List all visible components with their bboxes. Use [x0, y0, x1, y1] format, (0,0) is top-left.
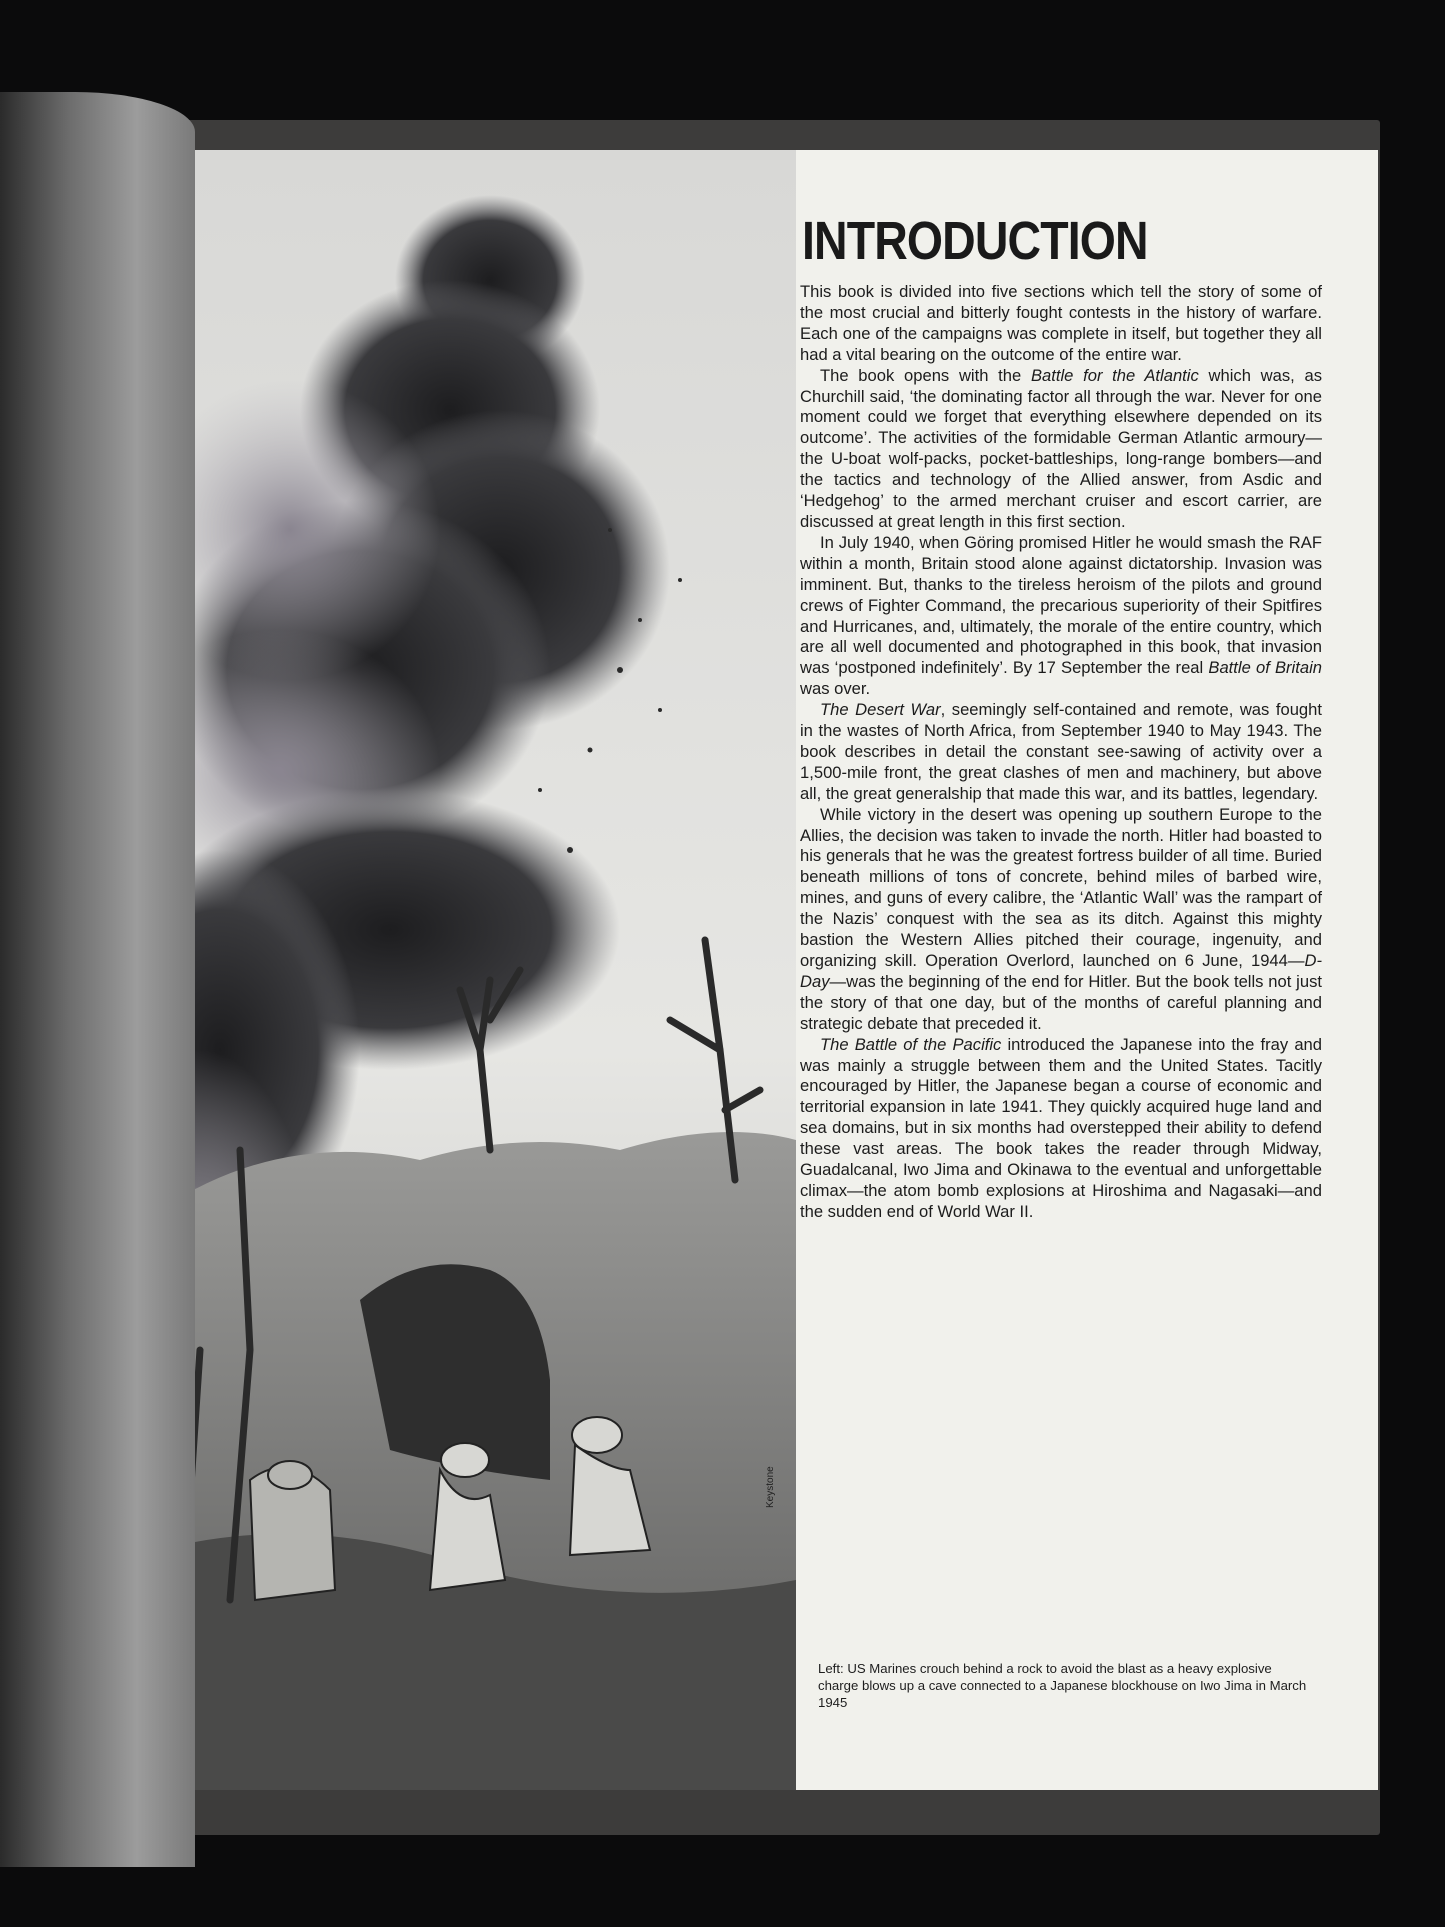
introduction-column: [800, 210, 1322, 1223]
paragraph-3: In July 1940, when Göring promised Hitler he would smash the RAF within a month, Britain stood alone against dictatorship. Invasion was imminent. But, thanks to the tireless heroism of the pilots and ground crews of Fighter Command, the precarious superiority of their Spitfires and Hurricanes, and, ultimately, the morale of the entire country, which are all well documented and photographed in this book, that invasion was ‘postponed indefinitely’. By 17 September the real Battle of Britain was over.: [800, 532, 1322, 699]
paragraph-1: This book is divided into five sections which tell the story of some of the most crucial and bitterly fought contests in the history of warfare. Each one of the campaigns was complete in itself, but together they all had a vital bearing on the outcome of the entire war.: [800, 282, 1322, 364]
photo-caption: Left: US Marines crouch behind a rock to avoid the blast as a heavy explosive charge blows up a cave connected to a Japanese blockhouse on Iwo Jima in March 1945: [818, 1661, 1307, 1710]
left-page-curl: [0, 92, 195, 1867]
paragraph-6: The Battle of the Pacific introduced the Japanese into the fray and was mainly a struggle between them and the United States. Tacitly encouraged by Hitler, the Japanese began a course of economic and territorial expansion in late 1941. They quickly acquired huge land and sea domains, but in six months had overstepped their ability to defend these vast areas. The book takes the reader through Midway, Guadalcanal, Iwo Jima and Okinawa to the eventual and unforgettable climax—the atom bomb explosions at Hiroshima and Nagasaki—and the sudden end of World War II.: [800, 1034, 1323, 1221]
photo-credit: Keystone: [765, 1466, 776, 1508]
paragraph-2: The book opens with the Battle for the Atlantic which was, as Churchill said, ‘the dominating factor all through the war. Never for one moment could we forget that everything elsewhere depended on its outcome’. The activities of the formidable German Atlantic armoury—the U-boat wolf-packs, pocket-battleships, long-range bombers—and the tactics and technology of the Allied answer, from Asdic and ‘Hedgehog’ to the armed merchant cruiser and escort carrier, are discussed at great length in this first section.: [800, 365, 1323, 531]
battle-photograph: [160, 150, 796, 1790]
paragraph-4: The Desert War, seemingly self-contained and remote, was fought in the wastes of North Africa, from September 1940 to May 1943. The book describes in detail the constant see-sawing of activity over a 1,500-mile front, the great clashes of men and machinery, but above all, the great generalship that made this war, and its battles, legendary.: [800, 700, 1322, 803]
page-title: INTRODUCTION: [802, 211, 1148, 271]
paragraph-5: While victory in the desert was opening up southern Europe to the Allies, the decision was taken to invade the north. Hitler had boasted to his generals that he was the greatest fortress builder of all time. Buried beneath millions of tons of concrete, behind miles of barbed wire, mines, and guns of every calibre, the ‘Atlantic Wall’ was the rampart of the Nazis’ conquest with the sea as its ditch. Against this mighty bastion the Western Allies pitched their courage, ingenuity, and organizing skill. Operation Overlord, launched on 6 June, 1944—D-Day—was the beginning of the end for Hitler. But the book tells not just the story of that one day, but of the months of careful planning and strategic debate that preceded it.: [800, 804, 1322, 1033]
